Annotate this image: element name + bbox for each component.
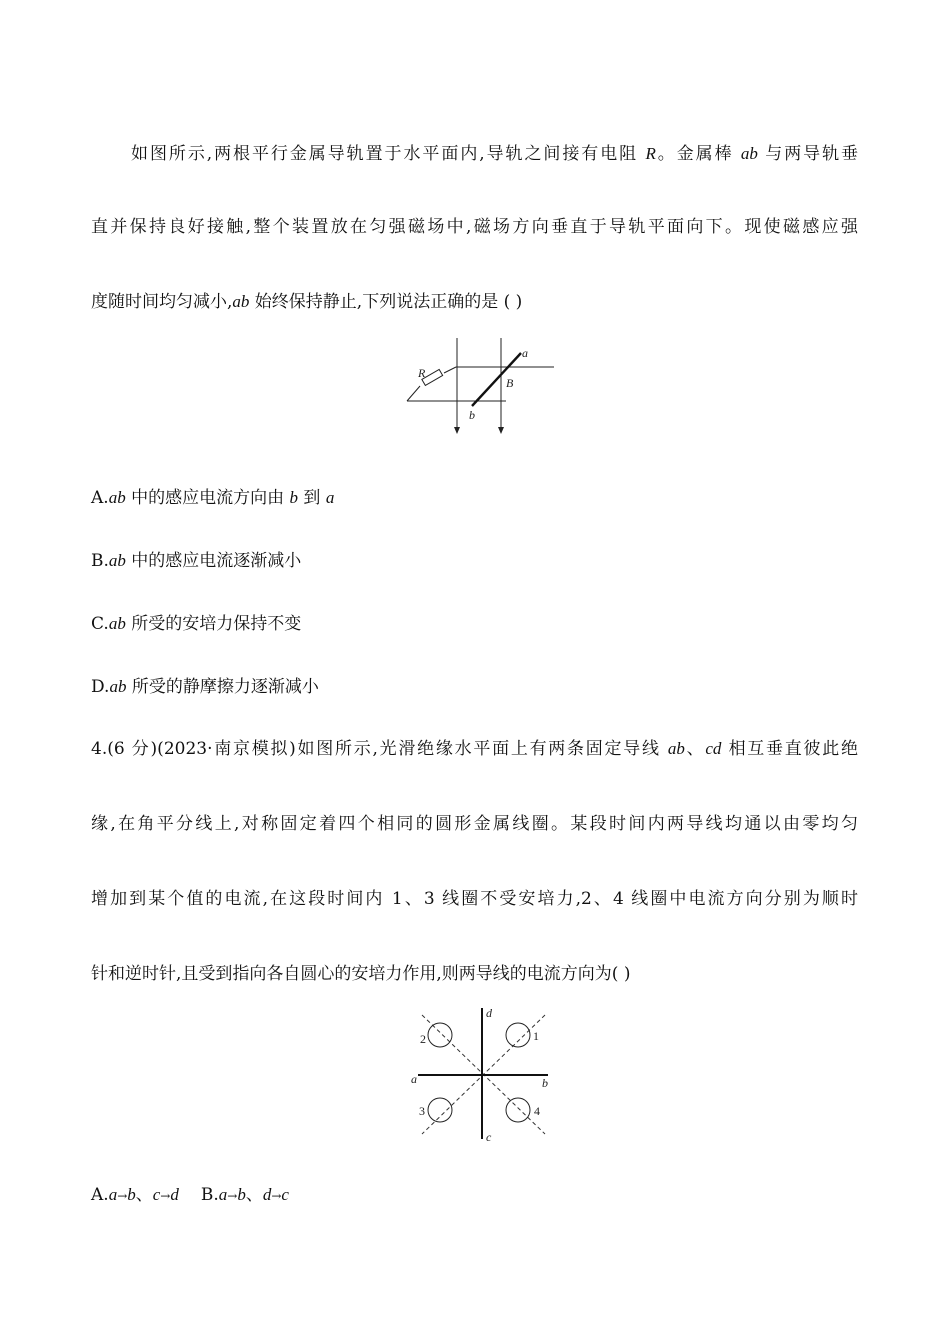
q3-option-b: B.ab 中的感应电流逐渐减小 <box>91 551 302 571</box>
q3-stem-line-2: 直并保持良好接触,整个装置放在匀强磁场中,磁场方向垂直于导轨平面向下。现使磁感应强 <box>91 217 858 237</box>
q4-stem-line-3: 增加到某个值的电流,在这段时间内 1、3 线圈不受安培力,2、4 线圈中电流方向分别为顺时 <box>91 889 858 909</box>
label-a: a <box>411 1072 417 1086</box>
coil-3 <box>428 1098 452 1122</box>
q4-stem-line-1: 4.(6 分)(2023·南京模拟)如图所示,光滑绝缘水平面上有两条固定导线 ab、cd 相互垂直彼此绝 <box>91 739 859 759</box>
q3-option-d: D.ab 所受的静摩擦力逐渐减小 <box>91 677 319 697</box>
label-B: B <box>506 376 514 390</box>
coil-label-2: 2 <box>420 1032 426 1046</box>
coil-2 <box>428 1023 452 1047</box>
coil-label-1: 1 <box>533 1029 539 1043</box>
label-d: d <box>486 1006 492 1020</box>
q4-option-a: A.a→b、c→d <box>91 1185 179 1205</box>
q4-options-line <box>91 1180 289 1205</box>
label-c: c <box>486 1130 492 1144</box>
field-arrow-right <box>498 427 504 434</box>
label-R: R <box>418 366 426 380</box>
coil-label-4: 4 <box>534 1104 540 1118</box>
label-a: a <box>522 346 528 360</box>
q4-option-b: B.a→b、d→c <box>200 1185 289 1205</box>
q3-stem-line-1: 如图所示,两根平行金属导轨置于水平面内,导轨之间接有电阻 R。金属棒 ab 与两导轨垂 <box>131 144 859 164</box>
coil-label-3: 3 <box>419 1104 425 1118</box>
q3-stem-line-3: 度随时间均匀减小,ab 始终保持静止,下列说法正确的是 ( ) <box>91 292 523 312</box>
q3-option-c: C.ab 所受的安培力保持不变 <box>91 614 302 634</box>
q4-stem-line-2: 缘,在角平分线上,对称固定着四个相同的圆形金属线圈。某段时间内两导线均通以由零均匀 <box>91 814 858 834</box>
coil-4 <box>506 1098 530 1122</box>
q4-stem-line-4: 针和逆时针,且受到指向各自圆心的安培力作用,则两导线的电流方向为( ) <box>91 964 631 984</box>
q3-option-a: A.ab 中的感应电流方向由 b 到 a <box>91 488 335 508</box>
label-b: b <box>469 408 475 422</box>
q3-rail-figure <box>400 333 560 443</box>
label-b: b <box>542 1076 548 1090</box>
coil-1 <box>506 1023 530 1047</box>
q4-coil-figure <box>405 1005 560 1145</box>
metal-rod <box>472 353 521 406</box>
field-arrow-left <box>454 427 460 434</box>
